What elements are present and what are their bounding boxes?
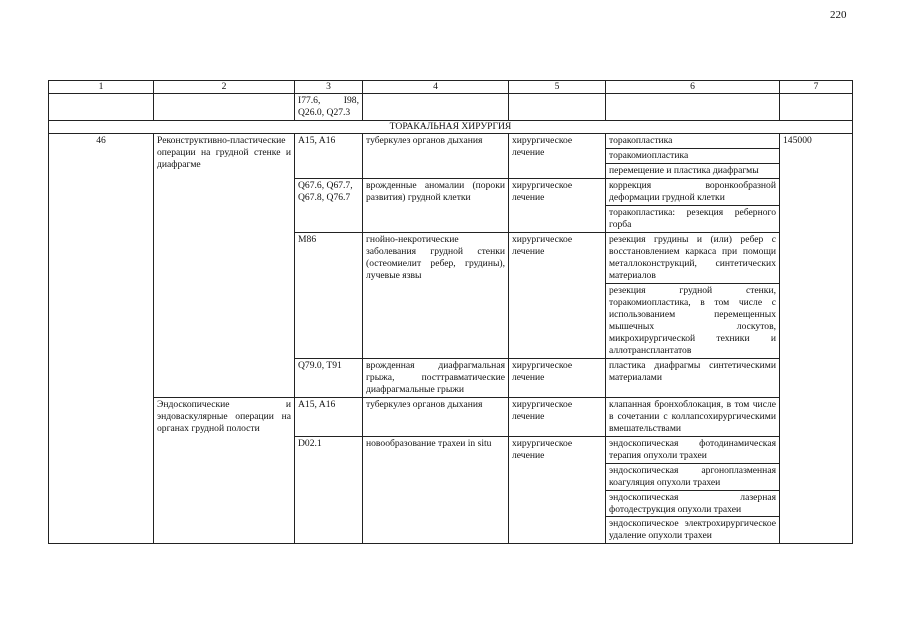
section-row — [49, 120, 853, 133]
column-number: 7 — [780, 81, 853, 94]
cost-value: 145000 — [780, 133, 853, 544]
treatment-type: хирургическое лечение — [509, 358, 606, 397]
column-number-row — [49, 81, 853, 94]
treatment-method: клапанная бронхоблокация, в том числе в сочетании с коллапсохирургическими вмешательствами — [606, 397, 780, 436]
disease-model: туберкулез органов дыхания — [363, 397, 509, 436]
column-number: 1 — [49, 81, 154, 94]
table-row — [49, 133, 853, 178]
treatment-method: перемещение и пластика диафрагмы — [609, 164, 759, 176]
treatment-type: хирургическое лечение — [509, 436, 606, 544]
care-type-name: Реконструктивно-пластические операции на грудной стенке и диафрагме — [154, 133, 295, 397]
group-number: 46 — [49, 133, 154, 544]
treatment-method: эндоскопическая фотодинамическая терапия опухоли трахеи — [606, 437, 779, 463]
treatment-method: пластика диафрагмы синтетическими материалами — [606, 358, 780, 397]
disease-model: туберкулез органов дыхания — [363, 133, 509, 178]
treatment-method: эндоскопическое электрохирургическое удаление опухоли трахеи — [609, 518, 776, 542]
diagnosis-codes: Q79.0, T91 — [295, 358, 363, 397]
disease-model: врожденные аномалии (пороки развития) грудной клетки — [363, 178, 509, 232]
treatment-method: торакопластика: резекция реберного горба — [609, 206, 776, 230]
disease-model: врожденная диафрагмальная грыжа, посттравматические диафрагмальные грыжи — [363, 358, 509, 397]
table-row — [49, 93, 853, 120]
treatment-type: хирургическое лечение — [509, 232, 606, 358]
care-type-name: Эндоскопические и эндоваскулярные операции на органах грудной полости — [154, 397, 295, 544]
diagnosis-codes: M86 — [295, 232, 363, 358]
diagnosis-codes: Q67.6, Q67.7, Q67.8, Q76.7 — [295, 178, 363, 232]
column-number: 4 — [363, 81, 509, 94]
disease-model: новообразование трахеи in situ — [363, 436, 509, 544]
treatment-method: эндоскопическая лазерная фотодеструкция опухоли трахеи — [606, 490, 779, 517]
table-row — [49, 397, 853, 436]
treatment-method: торакопластика — [606, 134, 779, 148]
treatment-methods — [606, 178, 780, 232]
treatment-methods — [606, 133, 780, 178]
treatment-methods — [606, 232, 780, 358]
treatment-method: торакомиопластика — [606, 148, 779, 163]
diagnosis-codes: A15, A16 — [295, 133, 363, 178]
disease-model: гнойно-некротические заболевания грудной стенки (остеомиелит ребер, грудины), лучевые язвы — [363, 232, 509, 358]
medical-care-table — [48, 80, 853, 544]
page-number: 220 — [830, 9, 847, 21]
treatment-method: резекция грудины и (или) ребер с восстановлением каркаса при помощи металлоконструкций, синтетических материалов — [606, 233, 779, 283]
treatment-methods — [606, 436, 780, 544]
section-title: ТОРАКАЛЬНАЯ ХИРУРГИЯ — [49, 120, 853, 133]
treatment-method: эндоскопическая аргоноплазменная коагуляция опухоли трахеи — [606, 463, 779, 490]
diagnosis-codes: A15, A16 — [295, 397, 363, 436]
diagnosis-codes: I77.6, I98, Q26.0, Q27.3 — [295, 93, 363, 120]
column-number: 3 — [295, 81, 363, 94]
treatment-type: хирургическое лечение — [509, 178, 606, 232]
diagnosis-codes: D02.1 — [295, 436, 363, 544]
treatment-method: коррекция воронкообразной деформации грудной клетки — [606, 179, 779, 205]
column-number: 2 — [154, 81, 295, 94]
treatment-type: хирургическое лечение — [509, 397, 606, 436]
column-number: 5 — [509, 81, 606, 94]
treatment-type: хирургическое лечение — [509, 133, 606, 178]
treatment-method: резекция грудной стенки, торакомиопластика, в том числе с использованием перемещенных мышечных лоскутов, микрохирургической техники и аллотрансплантатов — [609, 284, 776, 356]
column-number: 6 — [606, 81, 780, 94]
